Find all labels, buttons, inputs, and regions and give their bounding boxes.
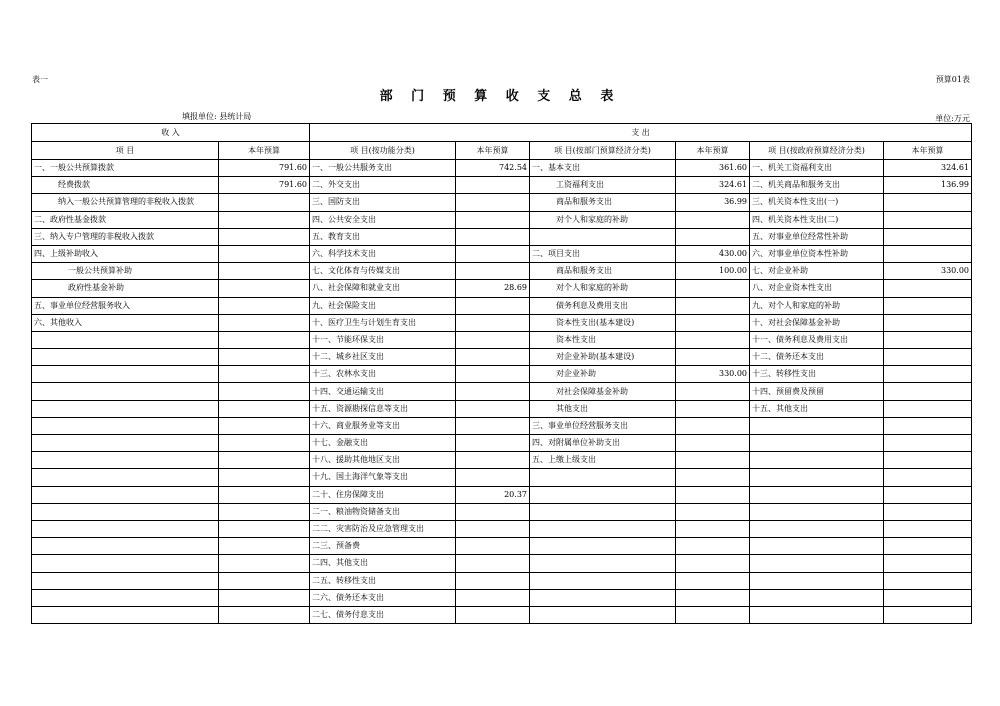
dept-econ-item-cell: 其他支出 — [530, 400, 676, 417]
function-amount-cell — [456, 435, 530, 452]
function-amount-cell — [456, 194, 530, 211]
dept-econ-amount-cell — [676, 435, 750, 452]
gov-econ-amount-cell — [884, 435, 972, 452]
function-amount-cell — [456, 211, 530, 228]
table-row — [32, 606, 972, 623]
function-amount-cell — [456, 538, 530, 555]
dept-econ-amount-cell — [676, 538, 750, 555]
function-item-cell: 十二、城乡社区支出 — [310, 349, 456, 366]
table-row — [32, 486, 972, 503]
gov-econ-amount-cell — [884, 245, 972, 262]
gov-econ-amount-cell — [884, 211, 972, 228]
function-item-cell: 二六、债务还本支出 — [310, 589, 456, 606]
function-amount-cell — [456, 366, 530, 383]
gov-econ-amount-cell — [884, 469, 972, 486]
gov-econ-item-cell — [750, 538, 884, 555]
gov-econ-amount-cell — [884, 520, 972, 537]
income-item-cell — [32, 538, 219, 555]
function-item-cell: 八、社会保障和就业支出 — [310, 280, 456, 297]
dept-econ-amount-cell — [676, 280, 750, 297]
income-item-cell: 一般公共预算补助 — [32, 263, 219, 280]
gov-econ-item-cell — [750, 486, 884, 503]
dept-econ-amount-cell — [676, 503, 750, 520]
income-item-cell — [32, 606, 219, 623]
table-row — [32, 572, 972, 589]
function-amount-cell — [456, 245, 530, 262]
column-header: 项 目(按功能分类) — [310, 142, 456, 160]
function-amount-cell — [456, 606, 530, 623]
gov-econ-item-cell: 九、对个人和家庭的补助 — [750, 297, 884, 314]
gov-econ-item-cell — [750, 469, 884, 486]
function-amount-cell — [456, 331, 530, 348]
function-amount-cell — [456, 349, 530, 366]
gov-econ-item-cell: 七、对企业补助 — [750, 263, 884, 280]
dept-econ-item-cell: 对个人和家庭的补助 — [530, 280, 676, 297]
gov-econ-item-cell: 二、机关商品和服务支出 — [750, 177, 884, 194]
function-amount-cell — [456, 520, 530, 537]
income-item-cell — [32, 520, 219, 537]
income-item-cell — [32, 366, 219, 383]
function-amount-cell — [456, 503, 530, 520]
dept-econ-amount-cell: 100.00 — [676, 263, 750, 280]
table-row — [32, 297, 972, 314]
gov-econ-item-cell — [750, 555, 884, 572]
table-row — [32, 177, 972, 194]
gov-econ-item-cell: 六、对事业单位资本性补助 — [750, 245, 884, 262]
dept-econ-amount-cell: 361.60 — [676, 160, 750, 177]
table-row — [32, 314, 972, 331]
function-item-cell: 二、外交支出 — [310, 177, 456, 194]
income-amount-cell — [219, 400, 310, 417]
income-amount-cell — [219, 280, 310, 297]
gov-econ-item-cell: 四、机关资本性支出(二) — [750, 211, 884, 228]
table-row — [32, 349, 972, 366]
function-amount-cell: 20.37 — [456, 486, 530, 503]
dept-econ-item-cell: 资本性支出(基本建设) — [530, 314, 676, 331]
income-item-cell — [32, 383, 219, 400]
dept-econ-amount-cell — [676, 589, 750, 606]
gov-econ-amount-cell: 324.61 — [884, 160, 972, 177]
income-item-cell: 经费拨款 — [32, 177, 219, 194]
function-amount-cell — [456, 228, 530, 245]
function-item-cell: 十四、交通运输支出 — [310, 383, 456, 400]
dept-econ-item-cell: 三、事业单位经营服务支出 — [530, 417, 676, 434]
gov-econ-amount-cell — [884, 452, 972, 469]
gov-econ-amount-cell — [884, 538, 972, 555]
income-amount-cell — [219, 417, 310, 434]
income-item-cell — [32, 503, 219, 520]
column-header: 项 目(按部门预算经济分类) — [530, 142, 676, 160]
dept-econ-amount-cell — [676, 331, 750, 348]
income-amount-cell — [219, 503, 310, 520]
function-item-cell: 十七、金融支出 — [310, 435, 456, 452]
dept-econ-item-cell — [530, 572, 676, 589]
gov-econ-amount-cell — [884, 297, 972, 314]
dept-econ-amount-cell — [676, 555, 750, 572]
table-row — [32, 538, 972, 555]
dept-econ-item-cell: 债务利息及费用支出 — [530, 297, 676, 314]
income-item-cell — [32, 555, 219, 572]
income-item-cell: 一、一般公共预算拨款 — [32, 160, 219, 177]
table-row — [32, 228, 972, 245]
function-item-cell: 五、教育支出 — [310, 228, 456, 245]
function-amount-cell: 742.54 — [456, 160, 530, 177]
gov-econ-item-cell: 三、机关资本性支出(一) — [750, 194, 884, 211]
income-item-cell — [32, 435, 219, 452]
table-row — [32, 520, 972, 537]
income-amount-cell — [219, 538, 310, 555]
income-group-header: 收 入 — [32, 124, 310, 142]
function-item-cell: 十三、农林水支出 — [310, 366, 456, 383]
table-row — [32, 331, 972, 348]
function-amount-cell: 28.69 — [456, 280, 530, 297]
income-amount-cell: 791.60 — [219, 160, 310, 177]
table-row — [32, 160, 972, 177]
dept-econ-amount-cell — [676, 452, 750, 469]
gov-econ-amount-cell — [884, 349, 972, 366]
function-item-cell: 十五、资源勘探信息等支出 — [310, 400, 456, 417]
income-amount-cell — [219, 228, 310, 245]
dept-econ-item-cell — [530, 503, 676, 520]
table-row — [32, 452, 972, 469]
gov-econ-item-cell — [750, 503, 884, 520]
dept-econ-amount-cell: 330.00 — [676, 366, 750, 383]
expense-group-header: 支 出 — [310, 124, 972, 142]
dept-econ-amount-cell — [676, 417, 750, 434]
function-amount-cell — [456, 400, 530, 417]
dept-econ-item-cell — [530, 486, 676, 503]
dept-econ-item-cell: 对个人和家庭的补助 — [530, 211, 676, 228]
function-amount-cell — [456, 572, 530, 589]
income-amount-cell — [219, 263, 310, 280]
income-amount-cell — [219, 606, 310, 623]
gov-econ-item-cell — [750, 435, 884, 452]
income-item-cell: 四、上级补助收入 — [32, 245, 219, 262]
gov-econ-amount-cell — [884, 228, 972, 245]
income-item-cell: 二、政府性基金拨款 — [32, 211, 219, 228]
dept-econ-amount-cell: 36.99 — [676, 194, 750, 211]
dept-econ-item-cell: 对企业补助 — [530, 366, 676, 383]
gov-econ-item-cell: 十五、其他支出 — [750, 400, 884, 417]
table-row — [32, 417, 972, 434]
gov-econ-item-cell — [750, 606, 884, 623]
dept-econ-item-cell — [530, 228, 676, 245]
gov-econ-item-cell: 一、机关工资福利支出 — [750, 160, 884, 177]
dept-econ-item-cell — [530, 589, 676, 606]
function-item-cell: 四、公共安全支出 — [310, 211, 456, 228]
filling-unit: 填报单位: 县统计局 — [182, 112, 252, 121]
dept-econ-item-cell — [530, 538, 676, 555]
dept-econ-item-cell: 二、项目支出 — [530, 245, 676, 262]
function-amount-cell — [456, 314, 530, 331]
gov-econ-amount-cell — [884, 572, 972, 589]
function-amount-cell — [456, 555, 530, 572]
gov-econ-amount-cell — [884, 331, 972, 348]
gov-econ-amount-cell: 136.99 — [884, 177, 972, 194]
function-item-cell: 二四、其他支出 — [310, 555, 456, 572]
income-item-cell — [32, 400, 219, 417]
dept-econ-item-cell: 商品和服务支出 — [530, 263, 676, 280]
table-row — [32, 366, 972, 383]
function-item-cell: 十八、援助其他地区支出 — [310, 452, 456, 469]
dept-econ-amount-cell — [676, 572, 750, 589]
income-amount-cell — [219, 349, 310, 366]
table-row — [32, 194, 972, 211]
dept-econ-item-cell: 对企业补助(基本建设) — [530, 349, 676, 366]
function-item-cell: 二三、预备费 — [310, 538, 456, 555]
income-amount-cell — [219, 211, 310, 228]
income-amount-cell — [219, 194, 310, 211]
function-item-cell: 十九、国土海洋气象等支出 — [310, 469, 456, 486]
dept-econ-item-cell — [530, 469, 676, 486]
dept-econ-amount-cell — [676, 400, 750, 417]
gov-econ-item-cell: 十四、预留费及预留 — [750, 383, 884, 400]
gov-econ-amount-cell — [884, 280, 972, 297]
income-amount-cell — [219, 245, 310, 262]
income-amount-cell — [219, 572, 310, 589]
income-item-cell: 纳入一般公共预算管理的非税收入拨款 — [32, 194, 219, 211]
gov-econ-amount-cell — [884, 314, 972, 331]
gov-econ-item-cell: 十三、转移性支出 — [750, 366, 884, 383]
column-header: 项 目(按政府预算经济分类) — [750, 142, 884, 160]
dept-econ-amount-cell — [676, 349, 750, 366]
table-row — [32, 435, 972, 452]
table-row — [32, 280, 972, 297]
dept-econ-amount-cell: 324.61 — [676, 177, 750, 194]
gov-econ-amount-cell — [884, 503, 972, 520]
function-amount-cell — [456, 469, 530, 486]
table-row — [32, 503, 972, 520]
function-item-cell: 十六、商业服务业等支出 — [310, 417, 456, 434]
income-item-cell — [32, 417, 219, 434]
income-amount-cell — [219, 486, 310, 503]
function-amount-cell — [456, 263, 530, 280]
income-amount-cell — [219, 555, 310, 572]
gov-econ-item-cell — [750, 417, 884, 434]
dept-econ-amount-cell — [676, 314, 750, 331]
gov-econ-amount-cell — [884, 366, 972, 383]
gov-econ-item-cell: 十、对社会保障基金补助 — [750, 314, 884, 331]
table-row — [32, 469, 972, 486]
function-item-cell: 七、文化体育与传媒支出 — [310, 263, 456, 280]
gov-econ-amount-cell — [884, 589, 972, 606]
dept-econ-amount-cell: 430.00 — [676, 245, 750, 262]
gov-econ-item-cell: 十二、债务还本支出 — [750, 349, 884, 366]
income-amount-cell: 791.60 — [219, 177, 310, 194]
income-amount-cell — [219, 520, 310, 537]
gov-econ-amount-cell: 330.00 — [884, 263, 972, 280]
gov-econ-item-cell — [750, 520, 884, 537]
column-header: 项 目 — [32, 142, 219, 160]
table-row — [32, 263, 972, 280]
form-code: 预算01表 — [935, 75, 970, 84]
dept-econ-item-cell: 资本性支出 — [530, 331, 676, 348]
page-title: 部 门 预 算 收 支 总 表 — [379, 89, 621, 104]
income-amount-cell — [219, 452, 310, 469]
function-amount-cell — [456, 417, 530, 434]
dept-econ-amount-cell — [676, 383, 750, 400]
income-item-cell — [32, 331, 219, 348]
gov-econ-item-cell — [750, 452, 884, 469]
income-item-cell: 五、事业单位经营服务收入 — [32, 297, 219, 314]
gov-econ-item-cell: 八、对企业资本性支出 — [750, 280, 884, 297]
column-header: 本年预算 — [456, 142, 530, 160]
income-amount-cell — [219, 314, 310, 331]
dept-econ-item-cell: 商品和服务支出 — [530, 194, 676, 211]
income-amount-cell — [219, 331, 310, 348]
budget-table — [31, 123, 972, 624]
dept-econ-item-cell — [530, 606, 676, 623]
dept-econ-item-cell: 对社会保障基金补助 — [530, 383, 676, 400]
function-amount-cell — [456, 589, 530, 606]
income-item-cell: 政府性基金补助 — [32, 280, 219, 297]
currency-unit: 单位:万元 — [935, 114, 970, 123]
gov-econ-item-cell — [750, 589, 884, 606]
gov-econ-amount-cell — [884, 606, 972, 623]
dept-econ-amount-cell — [676, 486, 750, 503]
gov-econ-amount-cell — [884, 383, 972, 400]
gov-econ-amount-cell — [884, 417, 972, 434]
income-item-cell — [32, 469, 219, 486]
dept-econ-amount-cell — [676, 469, 750, 486]
function-amount-cell — [456, 177, 530, 194]
dept-econ-amount-cell — [676, 211, 750, 228]
column-header-row — [32, 142, 972, 160]
gov-econ-amount-cell — [884, 555, 972, 572]
dept-econ-item-cell: 四、对附属单位补助支出 — [530, 435, 676, 452]
function-amount-cell — [456, 452, 530, 469]
income-amount-cell — [219, 589, 310, 606]
function-item-cell: 二十、住房保障支出 — [310, 486, 456, 503]
group-header-row — [32, 124, 972, 142]
function-item-cell: 六、科学技术支出 — [310, 245, 456, 262]
gov-econ-item-cell: 十一、债务利息及费用支出 — [750, 331, 884, 348]
function-item-cell: 二七、债务付息支出 — [310, 606, 456, 623]
dept-econ-item-cell: 一、基本支出 — [530, 160, 676, 177]
column-header: 本年预算 — [676, 142, 750, 160]
dept-econ-amount-cell — [676, 228, 750, 245]
dept-econ-amount-cell — [676, 606, 750, 623]
function-item-cell: 九、社会保险支出 — [310, 297, 456, 314]
income-item-cell: 三、纳入专户管理的非税收入拨款 — [32, 228, 219, 245]
function-item-cell: 二五、转移性支出 — [310, 572, 456, 589]
function-item-cell: 十一、节能环保支出 — [310, 331, 456, 348]
column-header: 本年预算 — [884, 142, 972, 160]
dept-econ-amount-cell — [676, 520, 750, 537]
column-header: 本年预算 — [219, 142, 310, 160]
dept-econ-item-cell — [530, 520, 676, 537]
dept-econ-amount-cell — [676, 297, 750, 314]
function-item-cell: 二一、粮油物资储备支出 — [310, 503, 456, 520]
income-amount-cell — [219, 366, 310, 383]
table-row — [32, 555, 972, 572]
income-amount-cell — [219, 469, 310, 486]
table-row — [32, 589, 972, 606]
dept-econ-item-cell: 五、上缴上级支出 — [530, 452, 676, 469]
income-item-cell — [32, 486, 219, 503]
function-item-cell: 三、国防支出 — [310, 194, 456, 211]
income-item-cell — [32, 589, 219, 606]
gov-econ-item-cell — [750, 572, 884, 589]
income-item-cell — [32, 349, 219, 366]
function-amount-cell — [456, 383, 530, 400]
function-item-cell: 十、医疗卫生与计划生育支出 — [310, 314, 456, 331]
function-amount-cell — [456, 297, 530, 314]
table-number: 表一 — [32, 75, 48, 84]
gov-econ-amount-cell — [884, 486, 972, 503]
income-amount-cell — [219, 297, 310, 314]
table-row — [32, 245, 972, 262]
income-item-cell: 六、其他收入 — [32, 314, 219, 331]
income-item-cell — [32, 452, 219, 469]
table-row — [32, 383, 972, 400]
function-item-cell: 一、一般公共服务支出 — [310, 160, 456, 177]
function-item-cell: 二二、灾害防治及应急管理支出 — [310, 520, 456, 537]
table-row — [32, 211, 972, 228]
income-item-cell — [32, 572, 219, 589]
dept-econ-item-cell: 工资福利支出 — [530, 177, 676, 194]
table-row — [32, 400, 972, 417]
dept-econ-item-cell — [530, 555, 676, 572]
income-amount-cell — [219, 383, 310, 400]
gov-econ-amount-cell — [884, 194, 972, 211]
income-amount-cell — [219, 435, 310, 452]
gov-econ-amount-cell — [884, 400, 972, 417]
gov-econ-item-cell: 五、对事业单位经常性补助 — [750, 228, 884, 245]
